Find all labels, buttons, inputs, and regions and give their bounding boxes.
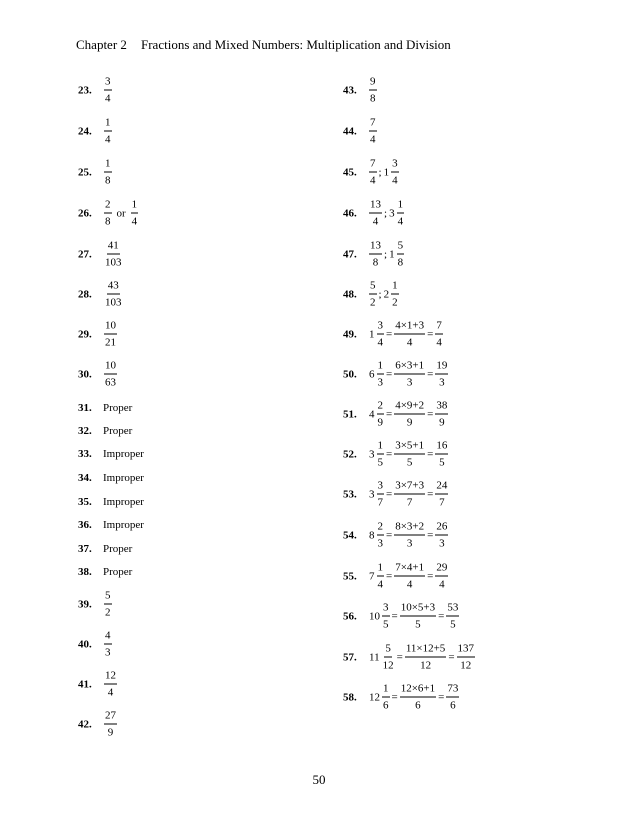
problem-number: 47. xyxy=(343,248,357,260)
answer-item xyxy=(78,360,118,389)
answer-item xyxy=(343,280,400,309)
answer-text: = xyxy=(438,691,445,703)
numerator: 2 xyxy=(377,400,385,415)
answer-text: 3 xyxy=(389,207,395,219)
denominator: 5 xyxy=(439,456,445,469)
denominator: 5 xyxy=(415,618,421,631)
answer-text: = xyxy=(427,488,434,500)
numerator: 73 xyxy=(446,683,459,698)
fraction xyxy=(435,320,443,349)
answer-text: 8 xyxy=(369,529,375,541)
fraction xyxy=(382,602,390,631)
numerator: 3 xyxy=(382,602,390,617)
denominator: 9 xyxy=(107,726,114,739)
problem-number: 40. xyxy=(78,638,92,650)
answer-text: = xyxy=(391,691,398,703)
answer-text: 10 xyxy=(369,610,380,622)
numerator: 1 xyxy=(104,158,112,173)
answer-item xyxy=(78,710,118,739)
numerator: 3 xyxy=(104,76,112,91)
answer-item xyxy=(78,76,113,105)
fraction xyxy=(377,562,385,591)
answer-text: = xyxy=(427,570,434,582)
numerator: 38 xyxy=(435,400,448,415)
numerator: 6×3+1 xyxy=(394,360,425,375)
answer-item xyxy=(343,643,476,672)
fraction xyxy=(369,199,382,228)
numerator: 43 xyxy=(107,280,120,295)
numerator: 19 xyxy=(435,360,448,375)
denominator: 6 xyxy=(450,699,456,712)
answer-item xyxy=(343,480,449,509)
problem-number: 49. xyxy=(343,328,357,340)
denominator: 5 xyxy=(406,456,413,469)
chapter-label: Chapter 2 xyxy=(76,37,127,52)
answer-text: = xyxy=(386,529,393,541)
fraction xyxy=(435,440,448,469)
denominator: 3 xyxy=(439,376,445,389)
denominator: 8 xyxy=(370,92,376,105)
problem-number: 45. xyxy=(343,166,357,178)
fraction xyxy=(435,400,448,429)
fraction xyxy=(397,240,405,269)
answer-text: = xyxy=(438,610,445,622)
denominator: 8 xyxy=(105,215,111,228)
fraction xyxy=(104,117,112,146)
numerator: 3 xyxy=(377,320,385,335)
answer-item xyxy=(78,320,118,349)
fraction xyxy=(377,360,385,389)
denominator: 2 xyxy=(370,296,376,309)
denominator: 4 xyxy=(105,92,111,105)
chapter-title: Fractions and Mixed Numbers: Multiplication and Division xyxy=(141,37,451,52)
answer-text: Proper xyxy=(103,566,133,578)
fraction xyxy=(131,199,139,228)
fraction xyxy=(400,683,436,712)
numerator: 8×3+2 xyxy=(394,521,425,536)
fraction xyxy=(104,630,112,659)
numerator: 16 xyxy=(435,440,448,455)
answer-text: or xyxy=(116,207,126,219)
fraction xyxy=(394,440,425,469)
numerator: 13 xyxy=(369,199,382,214)
denominator: 3 xyxy=(439,537,445,550)
answer-text: Improper xyxy=(103,448,144,460)
fraction xyxy=(369,76,377,105)
denominator: 4 xyxy=(372,215,379,228)
problem-number: 39. xyxy=(78,598,92,610)
problem-number: 41. xyxy=(78,678,92,690)
fraction xyxy=(377,440,385,469)
problem-number: 52. xyxy=(343,448,357,460)
problem-number: 24. xyxy=(78,125,92,137)
fraction xyxy=(104,199,112,228)
answer-item xyxy=(78,670,118,699)
denominator: 6 xyxy=(383,699,389,712)
numerator: 1 xyxy=(131,199,139,214)
fraction xyxy=(397,199,405,228)
answer-item xyxy=(78,117,113,146)
numerator: 1 xyxy=(377,440,385,455)
answer-text: = xyxy=(386,570,393,582)
problem-number: 58. xyxy=(343,691,357,703)
denominator: 12 xyxy=(382,659,394,672)
denominator: 103 xyxy=(105,256,122,269)
denominator: 63 xyxy=(105,376,116,389)
numerator: 3 xyxy=(391,158,399,173)
denominator: 4 xyxy=(377,336,383,349)
fraction xyxy=(104,320,117,349)
numerator: 5 xyxy=(104,590,112,605)
numerator: 12×6+1 xyxy=(400,683,436,698)
problem-number: 56. xyxy=(343,610,357,622)
problem-number: 29. xyxy=(78,328,92,340)
numerator: 7 xyxy=(369,117,377,132)
numerator: 10 xyxy=(104,320,117,335)
answer-text: = xyxy=(427,408,434,420)
denominator: 4 xyxy=(397,215,404,228)
fraction xyxy=(400,602,436,631)
problem-number: 33. xyxy=(78,448,92,460)
numerator: 137 xyxy=(457,643,476,658)
fraction xyxy=(394,521,425,550)
numerator: 5 xyxy=(369,280,377,295)
problem-number: 54. xyxy=(343,529,357,541)
answer-item xyxy=(343,158,400,187)
answer-text: ; xyxy=(378,288,382,300)
numerator: 12 xyxy=(104,670,117,685)
answer-item xyxy=(78,199,139,228)
fraction xyxy=(394,480,425,509)
numerator: 1 xyxy=(377,360,385,375)
numerator: 4×9+2 xyxy=(394,400,425,415)
answer-text: Proper xyxy=(103,425,133,437)
numerator: 24 xyxy=(435,480,448,495)
numerator: 53 xyxy=(446,602,459,617)
problem-number: 51. xyxy=(343,408,357,420)
fraction xyxy=(369,158,377,187)
problem-number: 25. xyxy=(78,166,92,178)
answer-item xyxy=(343,240,405,269)
answer-text: = xyxy=(386,328,393,340)
fraction xyxy=(104,240,123,269)
answer-item xyxy=(78,566,132,578)
denominator: 5 xyxy=(377,456,383,469)
answer-item xyxy=(343,562,449,591)
fraction xyxy=(382,683,390,712)
answer-text: = xyxy=(427,448,434,460)
denominator: 4 xyxy=(436,336,442,349)
answer-item xyxy=(78,519,144,531)
problem-number: 38. xyxy=(78,566,92,578)
numerator: 29 xyxy=(435,562,448,577)
answer-text: 7 xyxy=(369,570,375,582)
answer-item xyxy=(78,448,144,460)
answer-text: = xyxy=(391,610,398,622)
denominator: 5 xyxy=(383,618,389,631)
denominator: 3 xyxy=(105,646,111,659)
fraction xyxy=(446,683,459,712)
answer-item xyxy=(343,76,378,105)
fraction xyxy=(369,240,382,269)
fraction xyxy=(382,643,395,672)
answer-text: = xyxy=(386,368,393,380)
answer-text: ; xyxy=(384,248,388,260)
problem-number: 44. xyxy=(343,125,357,137)
problem-number: 42. xyxy=(78,718,92,730)
fraction xyxy=(391,158,399,187)
problem-number: 37. xyxy=(78,543,92,555)
numerator: 41 xyxy=(107,240,120,255)
answer-text: Improper xyxy=(103,519,144,531)
numerator: 1 xyxy=(377,562,385,577)
denominator: 9 xyxy=(439,416,445,429)
answer-item xyxy=(78,496,144,508)
answer-text: = xyxy=(386,448,393,460)
numerator: 7×4+1 xyxy=(394,562,425,577)
numerator: 5 xyxy=(397,240,405,255)
fraction xyxy=(394,320,425,349)
page-number: 50 xyxy=(312,772,326,787)
answer-text: 4 xyxy=(369,408,375,420)
fraction xyxy=(369,280,377,309)
denominator: 8 xyxy=(372,256,379,269)
problem-number: 48. xyxy=(343,288,357,300)
denominator: 7 xyxy=(439,496,445,509)
denominator: 12 xyxy=(460,659,472,672)
denominator: 3 xyxy=(377,376,383,389)
answer-item xyxy=(78,240,124,269)
answer-item xyxy=(343,320,444,349)
problem-number: 36. xyxy=(78,519,92,531)
answer-item xyxy=(343,400,449,429)
answer-item xyxy=(343,521,449,550)
numerator: 1 xyxy=(382,683,390,698)
problem-number: 30. xyxy=(78,368,92,380)
denominator: 4 xyxy=(370,174,376,187)
fraction xyxy=(446,602,459,631)
answer-item xyxy=(78,472,144,484)
fraction xyxy=(104,76,112,105)
answer-text: ; xyxy=(378,166,382,178)
fraction xyxy=(369,117,377,146)
answer-text: = xyxy=(386,488,393,500)
fraction xyxy=(104,158,112,187)
answer-item xyxy=(343,360,449,389)
answer-text: = xyxy=(427,529,434,541)
fraction xyxy=(435,360,448,389)
denominator: 2 xyxy=(392,296,398,309)
numerator: 1 xyxy=(104,117,112,132)
numerator: 1 xyxy=(391,280,399,295)
fraction xyxy=(435,480,448,509)
denominator: 12 xyxy=(420,659,432,672)
page-header xyxy=(76,37,451,53)
numerator: 1 xyxy=(397,199,405,214)
answer-text: 6 xyxy=(369,368,375,380)
fraction xyxy=(104,360,117,389)
answer-text: 2 xyxy=(383,288,390,300)
numerator: 7 xyxy=(369,158,377,173)
denominator: 103 xyxy=(105,296,122,309)
answer-text: = xyxy=(427,368,434,380)
answer-text: 3 xyxy=(369,448,375,460)
numerator: 4×1+3 xyxy=(394,320,425,335)
denominator: 4 xyxy=(406,578,413,591)
problem-number: 57. xyxy=(343,651,357,663)
answer-text: = xyxy=(386,408,393,420)
answer-item xyxy=(343,683,460,712)
answer-text: 3 xyxy=(369,488,375,500)
denominator: 3 xyxy=(406,537,413,550)
numerator: 11×12+5 xyxy=(405,643,447,658)
denominator: 4 xyxy=(370,133,376,146)
answer-item xyxy=(343,602,460,631)
answer-text: Proper xyxy=(103,402,133,414)
denominator: 4 xyxy=(107,686,114,699)
numerator: 2 xyxy=(104,199,112,214)
answer-text: Improper xyxy=(103,496,144,508)
answer-text: ; xyxy=(384,207,388,219)
fraction xyxy=(394,360,425,389)
numerator: 2 xyxy=(377,521,385,536)
denominator: 2 xyxy=(105,606,111,619)
denominator: 3 xyxy=(406,376,413,389)
numerator: 3 xyxy=(377,480,385,495)
problem-number: 55. xyxy=(343,570,357,582)
answer-item xyxy=(78,590,113,619)
problem-number: 26. xyxy=(78,207,92,219)
denominator: 7 xyxy=(406,496,413,509)
denominator: 5 xyxy=(450,618,456,631)
denominator: 9 xyxy=(406,416,413,429)
numerator: 9 xyxy=(369,76,377,91)
problem-number: 23. xyxy=(78,84,92,96)
denominator: 4 xyxy=(131,215,138,228)
denominator: 4 xyxy=(105,133,111,146)
answer-text: = xyxy=(448,651,455,663)
numerator: 10×5+3 xyxy=(400,602,436,617)
denominator: 4 xyxy=(392,174,398,187)
denominator: 4 xyxy=(406,336,413,349)
numerator: 3×7+3 xyxy=(394,480,425,495)
problem-number: 53. xyxy=(343,488,357,500)
denominator: 6 xyxy=(415,699,421,712)
numerator: 4 xyxy=(104,630,112,645)
answer-item xyxy=(343,440,449,469)
problem-number: 43. xyxy=(343,84,357,96)
denominator: 8 xyxy=(397,256,404,269)
answer-text: = xyxy=(396,651,403,663)
denominator: 9 xyxy=(377,416,383,429)
problem-number: 31. xyxy=(78,402,92,414)
answer-item xyxy=(78,402,132,414)
numerator: 26 xyxy=(435,521,448,536)
denominator: 21 xyxy=(105,336,116,349)
denominator: 4 xyxy=(439,578,445,591)
answer-item xyxy=(343,117,378,146)
problem-number: 32. xyxy=(78,425,92,437)
fraction xyxy=(457,643,476,672)
fraction xyxy=(435,521,448,550)
problem-number: 50. xyxy=(343,368,357,380)
answer-item xyxy=(78,280,124,309)
fraction xyxy=(377,480,385,509)
answer-text: 1 xyxy=(383,166,390,178)
problem-number: 35. xyxy=(78,496,92,508)
fraction xyxy=(377,400,385,429)
fraction xyxy=(377,320,385,349)
answer-text: 12 xyxy=(369,691,380,703)
answer-item xyxy=(78,630,113,659)
answer-item xyxy=(78,543,132,555)
fraction xyxy=(104,590,112,619)
problem-number: 46. xyxy=(343,207,357,219)
answer-text: = xyxy=(427,328,434,340)
fraction xyxy=(435,562,448,591)
fraction xyxy=(405,643,447,672)
numerator: 10 xyxy=(104,360,117,375)
fraction xyxy=(377,521,385,550)
fraction xyxy=(104,710,117,739)
answer-text: 1 xyxy=(369,328,375,340)
fraction xyxy=(391,280,399,309)
fraction xyxy=(104,280,123,309)
numerator: 5 xyxy=(384,643,392,658)
numerator: 3×5+1 xyxy=(394,440,425,455)
denominator: 8 xyxy=(105,174,111,187)
numerator: 13 xyxy=(369,240,382,255)
fraction xyxy=(394,400,425,429)
answer-text: 11 xyxy=(369,651,380,663)
answer-item xyxy=(343,199,405,228)
fraction xyxy=(394,562,425,591)
answer-text: 1 xyxy=(389,248,395,260)
denominator: 4 xyxy=(377,578,383,591)
problem-number: 28. xyxy=(78,288,92,300)
answer-text: Proper xyxy=(103,543,133,555)
answer-item xyxy=(78,158,113,187)
numerator: 27 xyxy=(104,710,117,725)
denominator: 7 xyxy=(377,496,383,509)
answer-text: Improper xyxy=(103,472,144,484)
problem-number: 27. xyxy=(78,248,92,260)
denominator: 3 xyxy=(377,537,383,550)
problem-number: 34. xyxy=(78,472,92,484)
fraction xyxy=(104,670,117,699)
answer-item xyxy=(78,425,132,437)
numerator: 7 xyxy=(435,320,443,335)
